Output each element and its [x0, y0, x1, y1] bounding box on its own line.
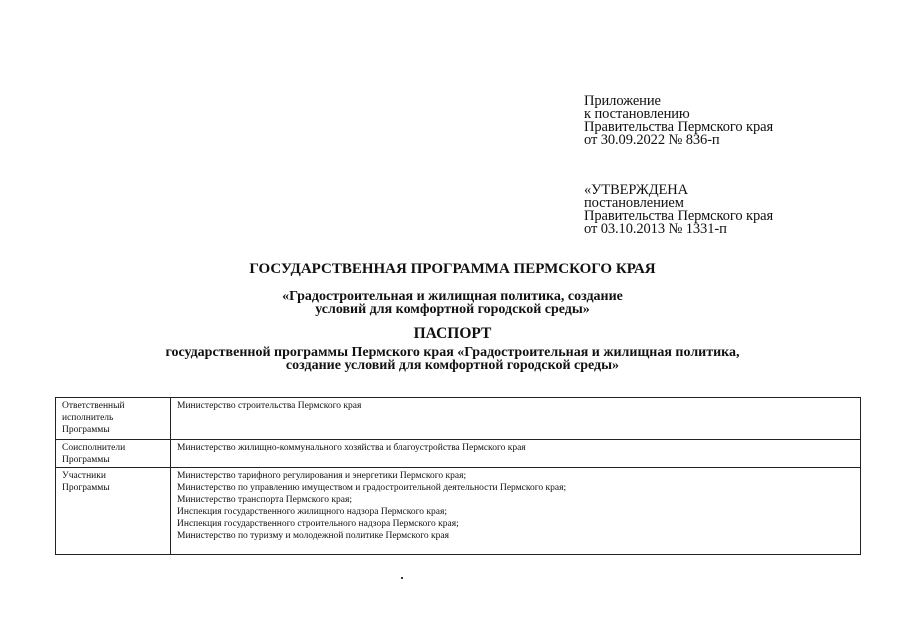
row-label-line: Программы: [62, 455, 110, 465]
row-label-cell: [56, 398, 171, 440]
main-title: ГОСУДАРСТВЕННАЯ ПРОГРАММА ПЕРМСКОГО КРАЯ: [249, 261, 656, 277]
row-value-line: Министерство транспорта Пермского края;: [177, 495, 352, 505]
row-label-line: Программы: [62, 425, 110, 435]
passport-title: ПАСПОРТ: [413, 325, 492, 342]
row-value-line: Министерство жилищно-коммунального хозяйства и благоустройства Пермского края: [177, 443, 526, 453]
scan-speck: [401, 577, 403, 579]
table-row: [56, 468, 861, 555]
row-value-line: Министерство по туризму и молодежной политике Пермского края: [177, 531, 450, 541]
appendix-line: Правительства Пермского края: [584, 119, 774, 135]
appendix-line: к постановлению: [584, 106, 690, 122]
row-value-line: Инспекция государственного жилищного надзора Пермского края;: [177, 507, 448, 517]
passport-subtitle: [0, 346, 905, 372]
row-label-cell: [56, 468, 171, 555]
row-label-cell: [56, 440, 171, 468]
row-value-cell: [171, 398, 861, 440]
approval-line: постановлением: [584, 195, 684, 211]
program-name-line: «Градостроительная и жилищная политика, создание: [282, 289, 623, 304]
row-label-line: Участники: [62, 471, 106, 481]
row-label-line: исполнитель: [62, 413, 114, 423]
approval-line: «УТВЕРЖДЕНА: [584, 182, 689, 198]
program-name: [0, 290, 905, 316]
row-value-line: Инспекция государственного строительного надзора Пермского края;: [177, 519, 459, 529]
table-row: [56, 440, 861, 468]
program-name-line: условий для комфортной городской среды»: [315, 302, 590, 317]
row-label-line: Программы: [62, 483, 110, 493]
row-value-cell: [171, 440, 861, 468]
appendix-block: [584, 95, 773, 147]
approval-line: от 03.10.2013 № 1331-п: [584, 221, 727, 237]
appendix-line: Приложение: [584, 93, 661, 109]
row-value-line: Министерство по управлению имуществом и градостроительной деятельности Пермского края;: [177, 483, 567, 493]
approval-line: Правительства Пермского края: [584, 208, 774, 224]
row-value-cell: [171, 468, 861, 555]
table-row: [56, 398, 861, 440]
approval-block: [584, 184, 773, 236]
passport-subtitle-line: создание условий для комфортной городской среды»: [285, 358, 620, 373]
row-label-line: Соисполнители: [62, 443, 126, 453]
passport-table: [55, 397, 861, 555]
row-label-line: Ответственный: [62, 401, 125, 411]
row-value-line: Министерство тарифного регулирования и энергетики Пермского края;: [177, 471, 467, 481]
row-value-line: Министерство строительства Пермского края: [177, 401, 362, 411]
passport-subtitle-line: государственной программы Пермского края «Градостроительная и жилищная политика,: [165, 345, 740, 360]
appendix-line: от 30.09.2022 № 836-п: [584, 132, 720, 148]
